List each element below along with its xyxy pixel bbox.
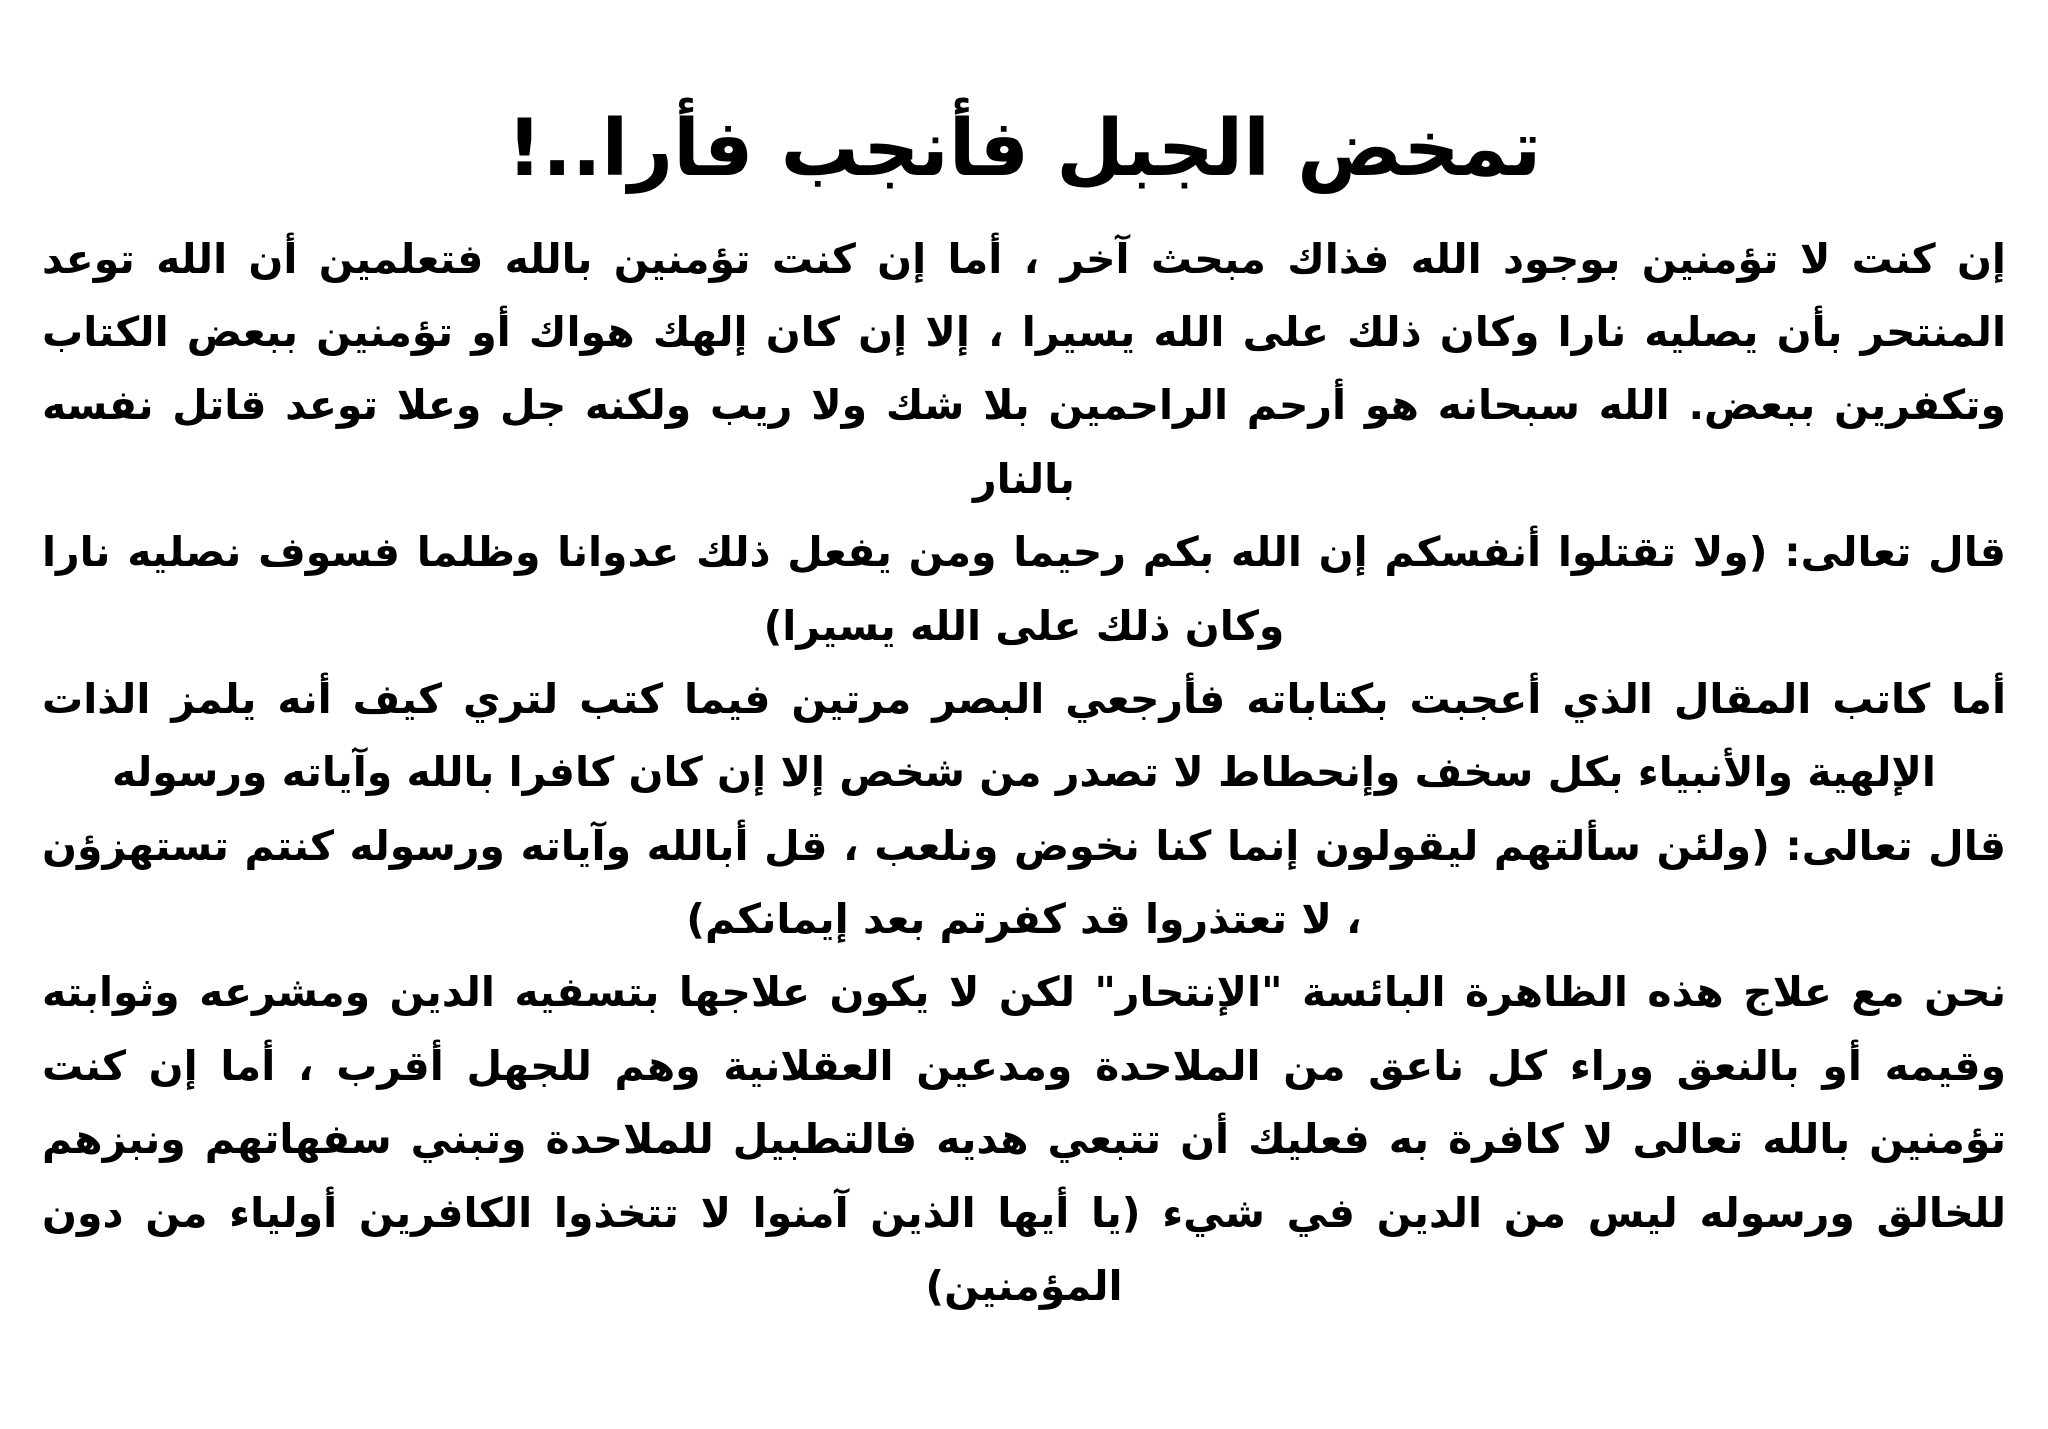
paragraph-verse-2: قال تعالى: (ولئن سألتهم ليقولون إنما كنا نخوض ونلعب ، قل أبالله وآياته ورسوله كنتم تستهزؤن ، لا تعتذروا قد كفرتم بعد إيمانكم) [42, 821, 2006, 944]
page-title: تمخض الجبل فأنجب فأرا..! [506, 104, 1542, 194]
paragraph-verse-1: قال تعالى: (ولا تقتلوا أنفسكم إن الله بكم رحيما ومن يفعل ذلك عدوانا وظلما فسوف نصليه نارا وكان ذلك على الله يسيرا) [42, 528, 2006, 650]
paragraph-author-critique: أما كاتب المقال الذي أعجبت بكتاباته فأرجعي البصر مرتين فيما كتب لتري كيف أنه يلمز الذات الإلهية والأنبياء بكل سخف وإنحطاط لا تصدر من شخص إلا إن كان كافرا بالله وآياته ورسوله [42, 674, 2006, 797]
paragraph-conclusion: نحن مع علاج هذه الظاهرة البائسة "الإنتحار" لكن لا يكون علاجها بتسفيه الدين ومشرعه وثوابته وقيمه أو بالنعق وراء كل ناعق من الملاحدة ومدعين العقلانية وهم للجهل أقرب ، أما إن كنت تؤمنين بالله تعالى لا كافرة به فعليك أن تتبعي هديه فالتطبيل للملاحدة وتبني سفهاتهم ونبزهم للخالق ورسوله ليس من الدين في شيء (يا أيها الذين آمنوا لا تتخذوا الكافرين أولياء من دون المؤمنين) [42, 968, 2006, 1310]
paragraph-intro: إن كنت لا تؤمنين بوجود الله فذاك مبحث آخر ، أما إن كنت تؤمنين بالله فتعلمين أن الله توعد المنتحر بأن يصليه نارا وكان ذلك على الله يسيرا ، إلا إن كان إلهك هواك أو تؤمنين ببعض الكتاب وتكفرين ببعض. الله سبحانه هو أرحم الراحمين بلا شك ولا ريب ولكنه جل وعلا توعد قاتل نفسه بالنار [42, 234, 2006, 503]
